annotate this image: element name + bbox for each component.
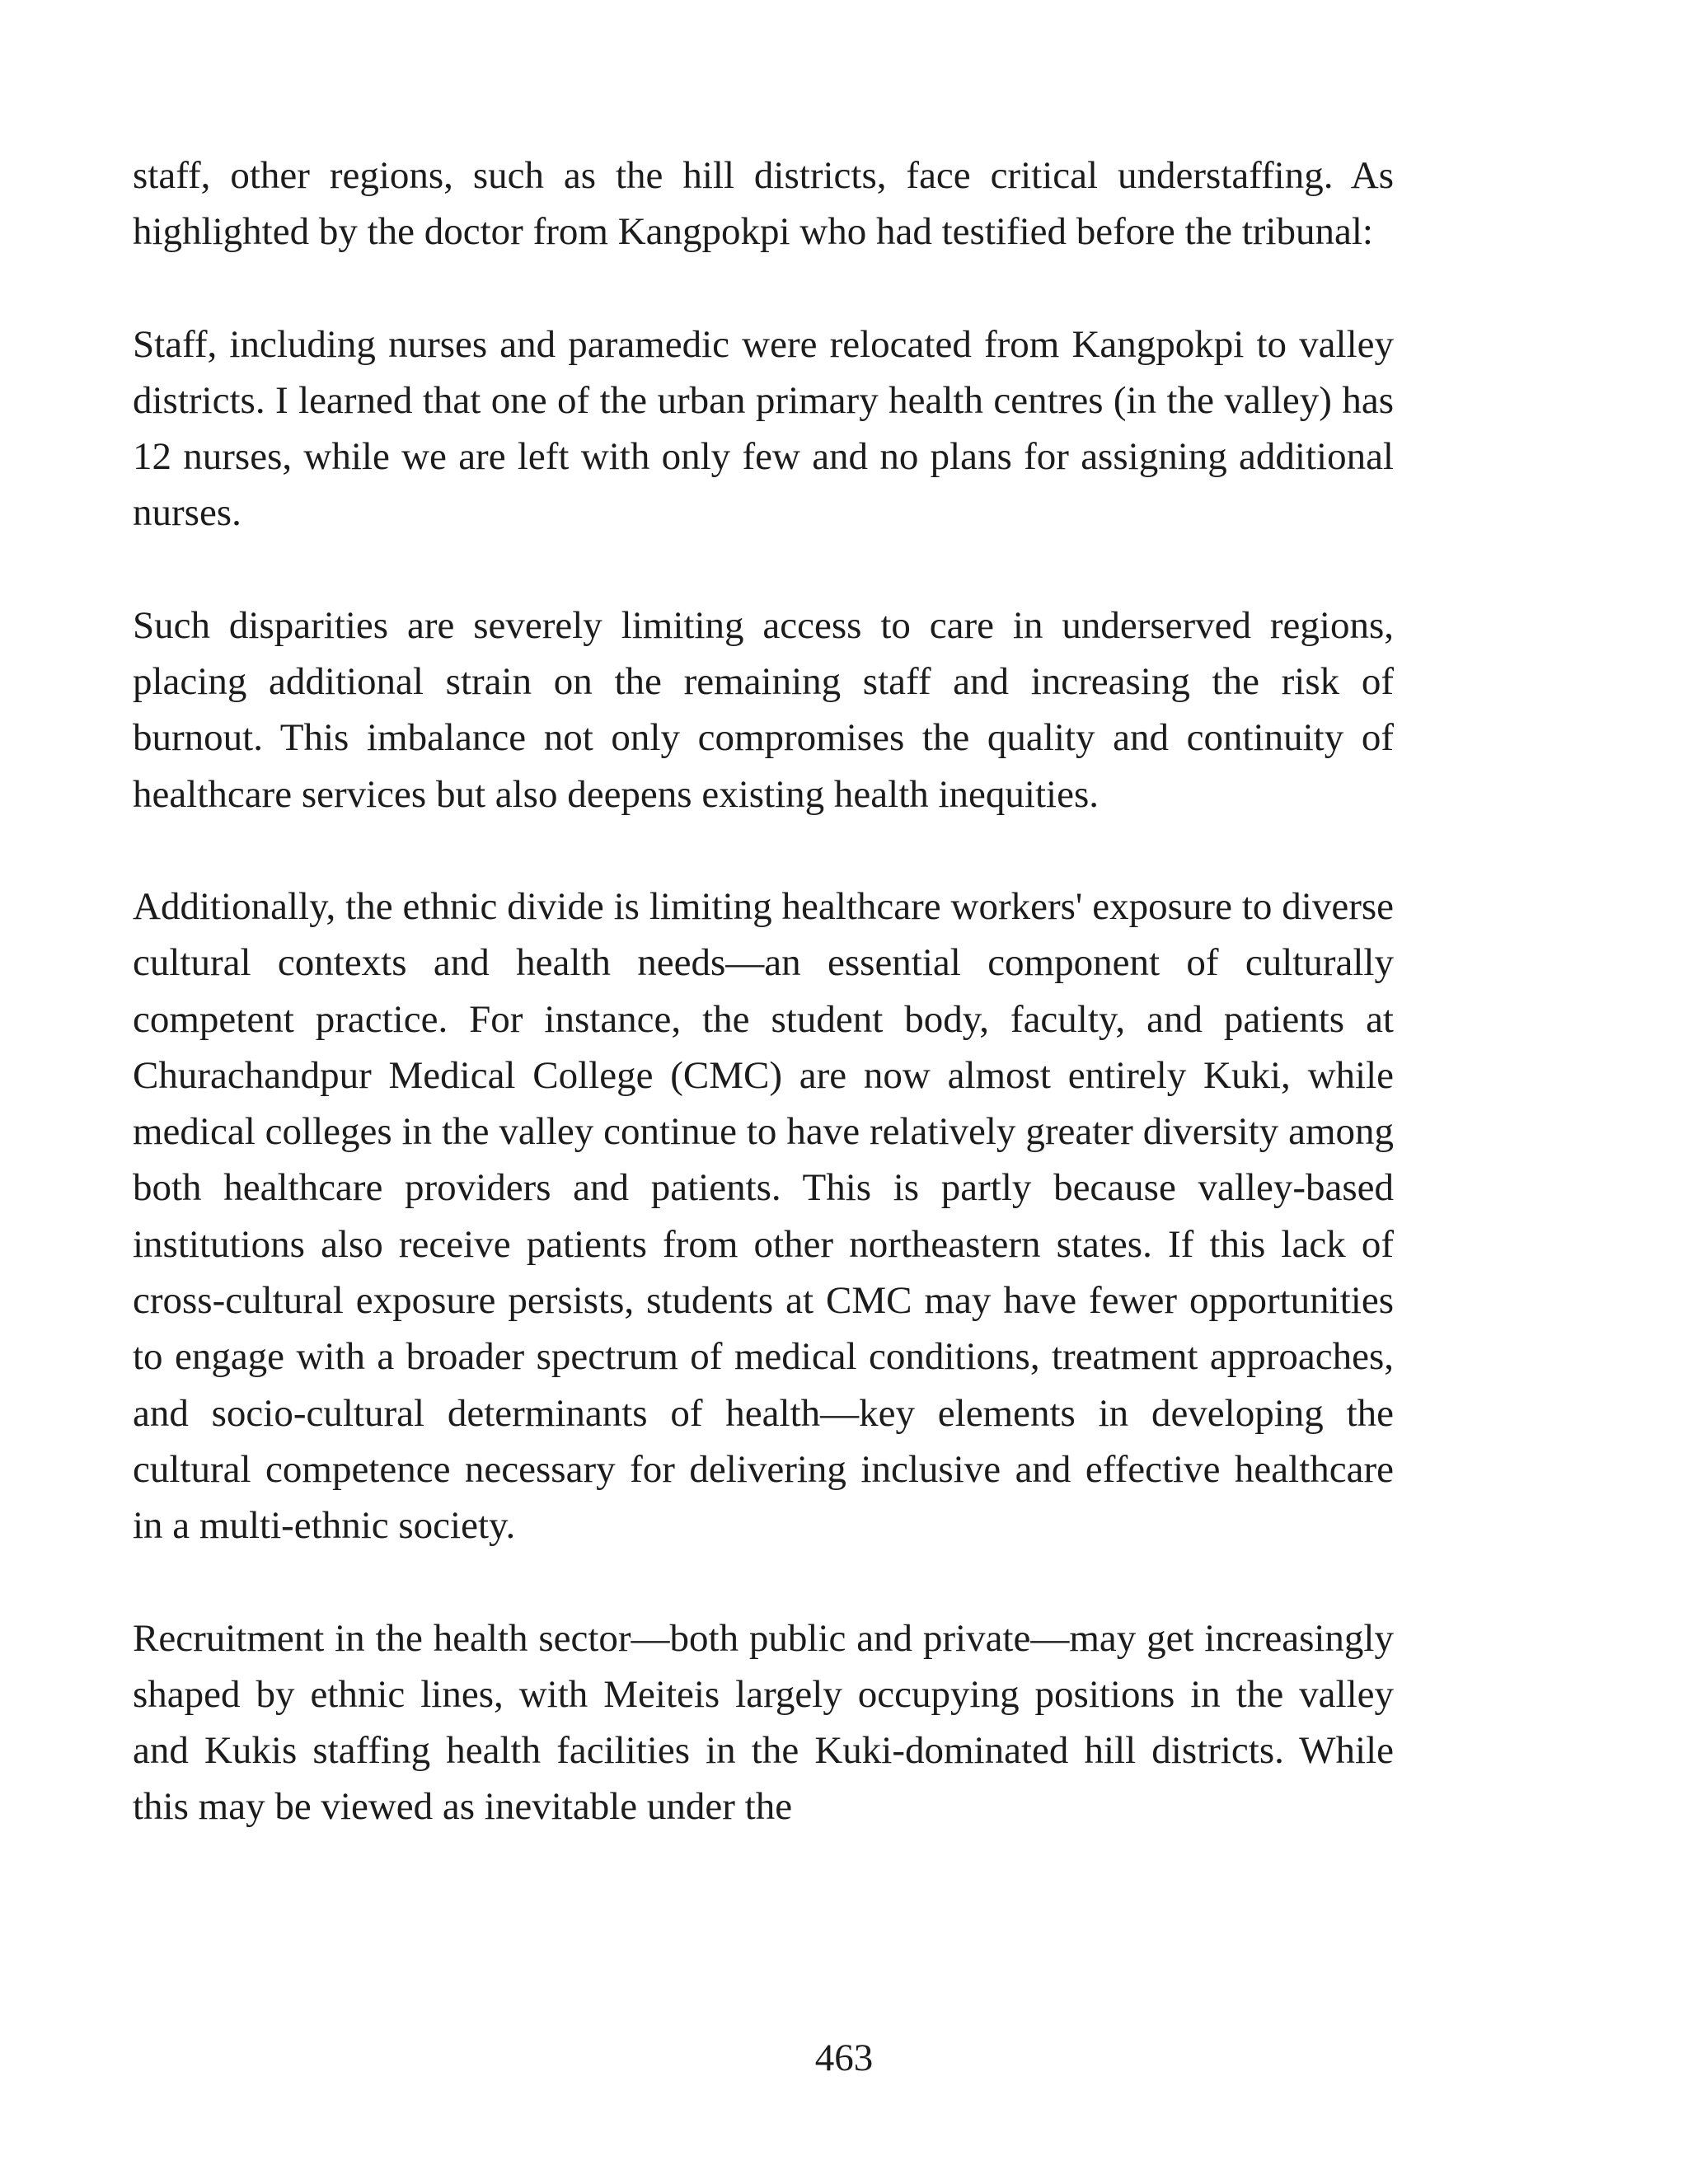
- paragraph-disparities: Such disparities are severely limiting access to care in underserved regions, placing additional strain on the remaining staff and increasing the risk of burnout. This imbalance not only compromises the quality and continuity of healthcare services but also deepens existing health inequities.: [133, 603, 1394, 816]
- paragraph-ethnic-divide: Additionally, the ethnic divide is limiting healthcare workers' exposure to diverse cultural contexts and health needs—an essential component of culturally competent practice. For instance, the student body, faculty, and patients at Churachandpur Medical College (CMC) are now almost entirely Kuki, while medical colleges in the valley continue to have relatively greater diversity among both healthcare providers and patients. This is partly because valley-based institutions also receive patients from other northeastern states. If this lack of cross-cultural exposure persists, students at CMC may have fewer opportunities to engage with a broader spectrum of medical conditions, treatment approaches, and socio-cultural determinants of health—key elements in developing the cultural competence necessary for delivering inclusive and effective healthcare in a multi-ethnic society.: [133, 884, 1394, 1548]
- paragraph-doctor-testimony: Staff, including nurses and paramedic were relocated from Kangpokpi to valley districts. I learned that one of the urban primary health centres (in the valley) has 12 nurses, while we are left with only few and no plans for assigning additional nurses.: [133, 322, 1394, 535]
- paragraph-staffing-intro: staff, other regions, such as the hill districts, face critical understaffing. As highlighted by the doctor from Kangpokpi who had testified before the tribunal:: [133, 154, 1394, 254]
- page-number: 463: [814, 2036, 874, 2079]
- paragraph-recruitment: Recruitment in the health sector—both public and private—may get increasingly shaped by ethnic lines, with Meiteis largely occupying positions in the valley and Kukis staffing health facilities in the Kuki-dominated hill districts. While this may be viewed as inevitable under the: [133, 1616, 1394, 1829]
- page-body: [133, 148, 1394, 1835]
